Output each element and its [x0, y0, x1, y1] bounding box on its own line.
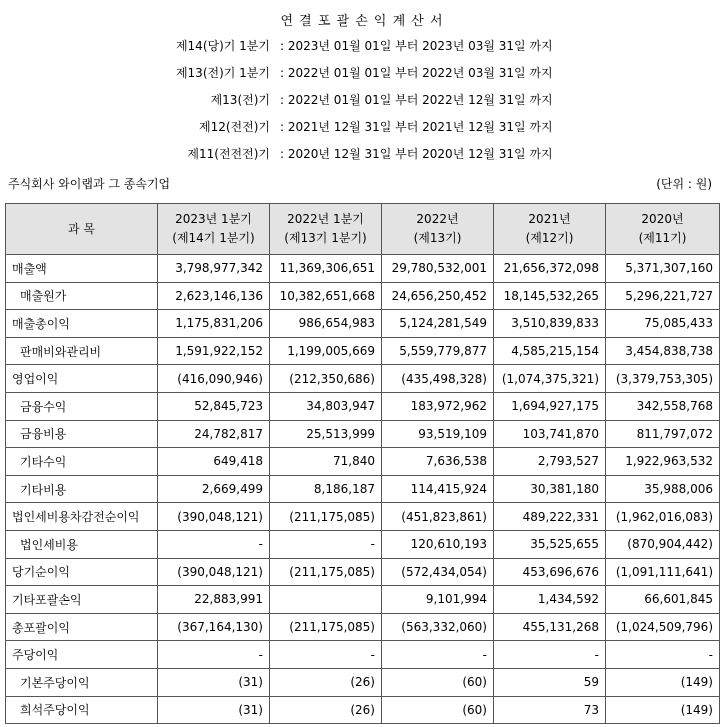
- header-period: (제11기): [638, 231, 687, 245]
- header-column: [158, 204, 270, 255]
- header-year: 2023년 1분기: [175, 212, 252, 226]
- row-label: 총포괄이익: [6, 613, 158, 641]
- value-cell: (870,904,442): [606, 530, 720, 558]
- table-row: [6, 255, 720, 283]
- header-column: [606, 204, 720, 255]
- value-cell: 66,601,845: [606, 586, 720, 614]
- value-cell: (1,962,016,083): [606, 503, 720, 531]
- period-range: : 2023년 01월 01일 부터 2023년 03월 31일 까지: [280, 39, 553, 53]
- period-range: : 2020년 12월 31일 부터 2020년 12월 31일 까지: [280, 147, 553, 161]
- value-cell: 120,610,193: [382, 530, 494, 558]
- value-cell: 489,222,331: [494, 503, 606, 531]
- value-cell: (451,823,861): [382, 503, 494, 531]
- value-cell: -: [158, 530, 270, 558]
- statement-title: 연 결 포 괄 손 익 계 산 서: [280, 14, 444, 29]
- value-cell: 5,559,779,877: [382, 337, 494, 365]
- table-row: [6, 365, 720, 393]
- period-label: 제13(전)기: [210, 93, 270, 107]
- value-cell: 1,591,922,152: [158, 337, 270, 365]
- period-row: [160, 38, 680, 65]
- value-cell: (211,175,085): [270, 613, 382, 641]
- header-year: 2022년: [416, 212, 459, 226]
- value-cell: 75,085,433: [606, 310, 720, 338]
- value-cell: (390,048,121): [158, 558, 270, 586]
- header-period: (제13기): [413, 231, 462, 245]
- table-row: [6, 310, 720, 338]
- period-label: 제14(당)기 1분기: [175, 39, 270, 53]
- table-row: [6, 337, 720, 365]
- table-header-row: [6, 204, 720, 255]
- value-cell: 9,101,994: [382, 586, 494, 614]
- table-row: [6, 448, 720, 476]
- header-year: 2021년: [528, 212, 571, 226]
- value-cell: -: [382, 641, 494, 669]
- value-cell: 1,694,927,175: [494, 392, 606, 420]
- value-cell: (149): [606, 696, 720, 724]
- period-range: : 2022년 01월 01일 부터 2022년 12월 31일 까지: [280, 93, 553, 107]
- value-cell: 93,519,109: [382, 420, 494, 448]
- value-cell: (1,024,509,796): [606, 613, 720, 641]
- value-cell: 183,972,962: [382, 392, 494, 420]
- row-label: 기타비용: [6, 475, 158, 503]
- value-cell: 3,454,838,738: [606, 337, 720, 365]
- value-cell: 649,418: [158, 448, 270, 476]
- value-cell: 1,199,005,669: [270, 337, 382, 365]
- period-range: : 2021년 12월 31일 부터 2021년 12월 31일 까지: [280, 120, 553, 134]
- value-cell: 21,656,372,098: [494, 255, 606, 283]
- value-cell: 4,585,215,154: [494, 337, 606, 365]
- header-period: (제12기): [525, 231, 574, 245]
- header-column: [494, 204, 606, 255]
- table-row: [6, 696, 720, 724]
- table-row: [6, 586, 720, 614]
- value-cell: (3,379,753,305): [606, 365, 720, 393]
- value-cell: [270, 586, 382, 614]
- period-row: [160, 65, 680, 92]
- header-year: 2022년 1분기: [287, 212, 364, 226]
- table-row: [6, 475, 720, 503]
- row-label: 법인세비용: [6, 530, 158, 558]
- value-cell: 986,654,983: [270, 310, 382, 338]
- value-cell: (1,091,111,641): [606, 558, 720, 586]
- row-label: 매출총이익: [6, 310, 158, 338]
- value-cell: 3,510,839,833: [494, 310, 606, 338]
- value-cell: (435,498,328): [382, 365, 494, 393]
- value-cell: 5,371,307,160: [606, 255, 720, 283]
- header-period: (제14기 1분기): [172, 231, 255, 245]
- row-label: 영업이익: [6, 365, 158, 393]
- value-cell: (31): [158, 696, 270, 724]
- value-cell: 1,922,963,532: [606, 448, 720, 476]
- header-period: (제13기 1분기): [284, 231, 367, 245]
- row-label: 기타수익: [6, 448, 158, 476]
- value-cell: 1,175,831,206: [158, 310, 270, 338]
- unit-label: (단위 : 원): [656, 177, 712, 191]
- value-cell: (149): [606, 668, 720, 696]
- value-cell: 52,845,723: [158, 392, 270, 420]
- row-label: 판매비와관리비: [6, 337, 158, 365]
- header-column: [382, 204, 494, 255]
- table-row: [6, 530, 720, 558]
- value-cell: (31): [158, 668, 270, 696]
- value-cell: 24,782,817: [158, 420, 270, 448]
- value-cell: 18,145,532,265: [494, 282, 606, 310]
- row-label: 금융수익: [6, 392, 158, 420]
- period-row: [160, 92, 680, 119]
- table-row: [6, 503, 720, 531]
- value-cell: 1,434,592: [494, 586, 606, 614]
- period-list: [160, 38, 680, 173]
- value-cell: 5,124,281,549: [382, 310, 494, 338]
- table-row: [6, 420, 720, 448]
- value-cell: 29,780,532,001: [382, 255, 494, 283]
- table-row: [6, 392, 720, 420]
- table-row: [6, 668, 720, 696]
- value-cell: 2,669,499: [158, 475, 270, 503]
- value-cell: 24,656,250,452: [382, 282, 494, 310]
- header-subject: 과 목: [6, 204, 158, 255]
- value-cell: 114,415,924: [382, 475, 494, 503]
- value-cell: 2,623,146,136: [158, 282, 270, 310]
- value-cell: (212,350,686): [270, 365, 382, 393]
- header-year: 2020년: [641, 212, 684, 226]
- value-cell: 453,696,676: [494, 558, 606, 586]
- value-cell: 342,558,768: [606, 392, 720, 420]
- value-cell: (60): [382, 696, 494, 724]
- value-cell: 8,186,187: [270, 475, 382, 503]
- value-cell: 11,369,306,651: [270, 255, 382, 283]
- value-cell: (26): [270, 668, 382, 696]
- value-cell: 25,513,999: [270, 420, 382, 448]
- value-cell: (211,175,085): [270, 503, 382, 531]
- value-cell: 103,741,870: [494, 420, 606, 448]
- value-cell: 811,797,072: [606, 420, 720, 448]
- row-label: 기본주당이익: [6, 668, 158, 696]
- value-cell: 2,793,527: [494, 448, 606, 476]
- value-cell: (211,175,085): [270, 558, 382, 586]
- table-row: [6, 641, 720, 669]
- value-cell: 30,381,180: [494, 475, 606, 503]
- value-cell: 35,988,006: [606, 475, 720, 503]
- row-label: 법인세비용차감전순이익: [6, 503, 158, 531]
- value-cell: (1,074,375,321): [494, 365, 606, 393]
- company-name: 주식회사 와이랩과 그 종속기업: [8, 177, 171, 191]
- table-row: [6, 282, 720, 310]
- value-cell: 5,296,221,727: [606, 282, 720, 310]
- period-row: [160, 119, 680, 146]
- value-cell: (26): [270, 696, 382, 724]
- value-cell: 3,798,977,342: [158, 255, 270, 283]
- value-cell: 34,803,947: [270, 392, 382, 420]
- table-row: [6, 613, 720, 641]
- value-cell: 455,131,268: [494, 613, 606, 641]
- value-cell: 22,883,991: [158, 586, 270, 614]
- income-statement-table: [5, 203, 720, 724]
- value-cell: -: [606, 641, 720, 669]
- period-label: 제13(전)기 1분기: [175, 66, 270, 80]
- value-cell: (60): [382, 668, 494, 696]
- value-cell: -: [494, 641, 606, 669]
- row-label: 희석주당이익: [6, 696, 158, 724]
- value-cell: -: [270, 530, 382, 558]
- row-label: 당기순이익: [6, 558, 158, 586]
- value-cell: 73: [494, 696, 606, 724]
- row-label: 주당이익: [6, 641, 158, 669]
- row-label: 매출액: [6, 255, 158, 283]
- value-cell: (367,164,130): [158, 613, 270, 641]
- period-range: : 2022년 01월 01일 부터 2022년 03월 31일 까지: [280, 66, 553, 80]
- header-column: [270, 204, 382, 255]
- value-cell: (563,332,060): [382, 613, 494, 641]
- table-row: [6, 558, 720, 586]
- value-cell: 10,382,651,668: [270, 282, 382, 310]
- period-row: [160, 146, 680, 173]
- row-label: 기타포괄손익: [6, 586, 158, 614]
- value-cell: -: [270, 641, 382, 669]
- value-cell: (390,048,121): [158, 503, 270, 531]
- value-cell: (572,434,054): [382, 558, 494, 586]
- value-cell: 59: [494, 668, 606, 696]
- period-label: 제11(전전전)기: [187, 147, 270, 161]
- value-cell: 35,525,655: [494, 530, 606, 558]
- value-cell: 7,636,538: [382, 448, 494, 476]
- value-cell: 71,840: [270, 448, 382, 476]
- value-cell: -: [158, 641, 270, 669]
- row-label: 금융비용: [6, 420, 158, 448]
- value-cell: (416,090,946): [158, 365, 270, 393]
- row-label: 매출원가: [6, 282, 158, 310]
- period-label: 제12(전전)기: [198, 120, 270, 134]
